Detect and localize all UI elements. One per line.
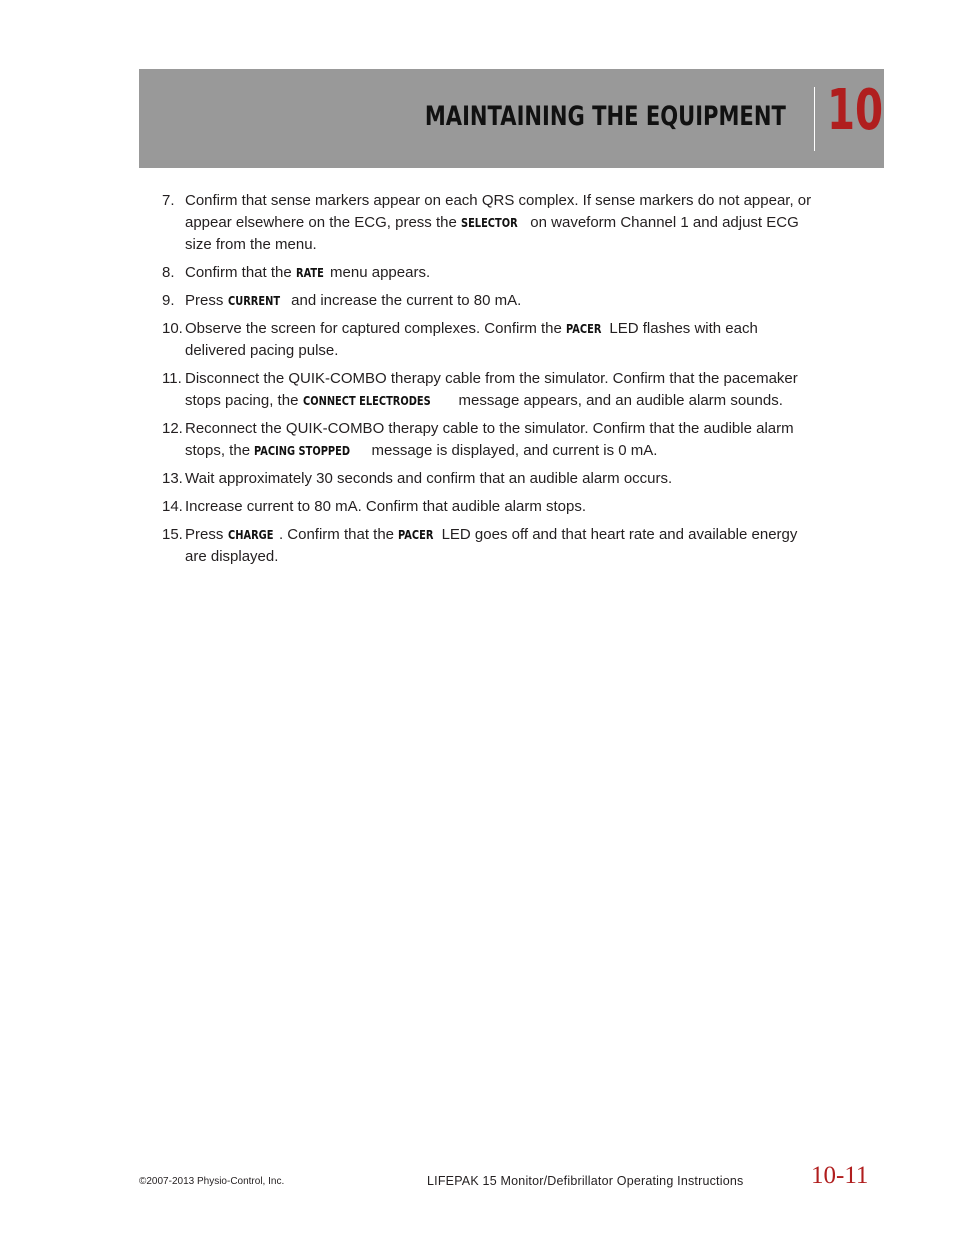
step-13 <box>162 468 822 490</box>
message-label: PACING STOPPED <box>254 444 351 458</box>
step-text: LED goes off and that heart rate and available energy are displayed. <box>185 526 798 565</box>
step-9 <box>162 290 822 312</box>
step-7 <box>162 190 822 256</box>
step-number: 14. <box>162 498 183 515</box>
step-14 <box>162 496 822 518</box>
step-number: 8. <box>162 264 175 281</box>
step-text: Increase current to 80 mA. Confirm that audible alarm stops. <box>185 498 587 515</box>
step-11 <box>162 368 822 412</box>
chapter-number: 10 <box>827 78 884 143</box>
step-number: 10. <box>162 320 183 337</box>
step-text: LED flashes with each delivered pacing pulse. <box>185 320 758 359</box>
step-number: 7. <box>162 192 175 209</box>
copyright: ©2007-2013 Physio-Control, Inc. <box>139 1176 285 1187</box>
step-text: . Confirm that the <box>278 526 399 543</box>
control-label: CURRENT <box>227 294 280 308</box>
step-number: 11. <box>162 370 182 387</box>
step-number: 15. <box>162 526 183 543</box>
chapter-divider <box>814 87 815 151</box>
step-number: 12. <box>162 420 183 437</box>
step-text: Press <box>185 526 228 543</box>
step-text: message is displayed, and current is 0 mA. <box>367 442 658 459</box>
step-text: Confirm that the <box>185 264 296 281</box>
step-15 <box>162 524 822 568</box>
control-label: RATE <box>295 266 324 280</box>
step-text: message appears, and an audible alarm sounds. <box>454 392 783 409</box>
step-10 <box>162 318 822 362</box>
step-text: Reconnect the QUIK-COMBO therapy cable to the simulator. Confirm that the audible alarm stops, the <box>185 420 794 459</box>
control-label: CHARGE <box>227 528 273 542</box>
step-text: Observe the screen for captured complexes. Confirm the <box>185 320 567 337</box>
chapter-header <box>139 69 884 168</box>
chapter-title: MAINTAINING THE EQUIPMENT <box>425 101 786 132</box>
step-number: 9. <box>162 292 175 309</box>
step-text: Press <box>185 292 228 309</box>
step-text: Wait approximately 30 seconds and confirm that an audible alarm occurs. <box>185 470 673 487</box>
step-12 <box>162 418 822 462</box>
control-label: PACER <box>566 322 602 336</box>
control-label: PACER <box>398 528 434 542</box>
step-number: 13. <box>162 470 183 487</box>
step-text: on waveform Channel 1 and adjust ECG size from the menu. <box>185 214 799 253</box>
step-text: menu appears. <box>325 264 431 281</box>
control-label: SELECTOR <box>461 216 518 230</box>
step-text: Disconnect the QUIK-COMBO therapy cable from the simulator. Confirm that the pacemaker stops pacing, the <box>185 370 798 409</box>
document-title: LIFEPAK 15 Monitor/Defibrillator Operating Instructions <box>427 1174 744 1188</box>
page-number: 10-11 <box>811 1162 869 1189</box>
message-label: CONNECT ELECTRODES <box>302 394 431 408</box>
step-text: Confirm that sense markers appear on each QRS complex. If sense markers do not appear, or appear elsewhere on the ECG, press the <box>185 192 812 231</box>
step-text: and increase the current to 80 mA. <box>286 292 522 309</box>
procedure-steps <box>162 190 822 574</box>
step-8 <box>162 262 822 284</box>
